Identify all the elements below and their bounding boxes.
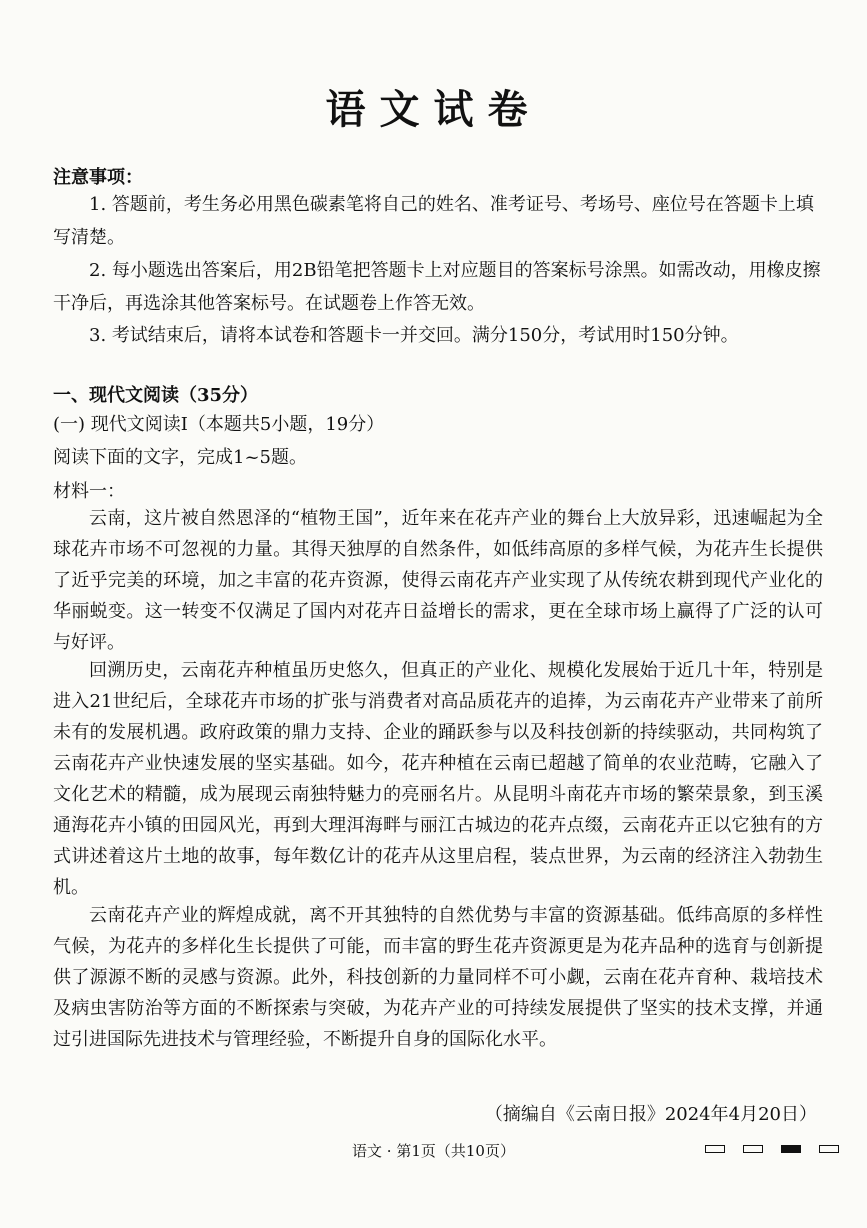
material-label: 材料一：: [53, 481, 125, 502]
paragraph-2: 回溯历史，云南花卉种植虽历史悠久，但真正的产业化、规模化发展始于近几十年，特别是进入21世纪后，全球花卉市场的扩张与消费者对高品质花卉的追捧，为云南花卉产业带来了前所未有的发展机遇。政府政策的鼎力支持、企业的踊跃参与以及科技创新的持续驱动，共同构筑了云南花卉产业快速发展的坚实基础。如今，花卉种植在云南已超越了简单的农业范畴，它融入了文化艺术的精髓，成为展现云南独特魅力的亮丽名片。从昆明斗南花卉市场的繁荣景象，到玉溪通海花卉小镇的田园风光，再到大理洱海畔与丽江古城边的花卉点缀，云南花卉正以它独有的方式讲述着这片土地的故事，每年数亿计的花卉从这里启程，装点世界，为云南的经济注入勃勃生机。: [53, 660, 823, 898]
source-citation: （摘编自《云南日报》2024年4月20日）: [484, 1104, 817, 1125]
notice-heading: 注意事项：: [53, 167, 143, 188]
registration-mark: [705, 1145, 725, 1153]
registration-mark-filled: [781, 1145, 801, 1153]
section-subheading: (一) 现代文阅读Ⅰ（本题共5小题，19分）: [53, 414, 385, 435]
section-heading: 一、现代文阅读（35分）: [53, 385, 259, 406]
paragraph-3: 云南花卉产业的辉煌成就，离不开其独特的自然优势与丰富的资源基础。低纬高原的多样性气候，为花卉的多样化生长提供了可能，而丰富的野生花卉资源更是为花卉品种的选育与创新提供了源源不断的灵感与资源。此外，科技创新的力量同样不可小觑，云南在花卉育种、栽培技术及病虫害防治等方面的不断探索与突破，为花卉产业的可持续发展提供了坚实的技术支撑，并通过引进国际先进技术与管理经验，不断提升自身的国际化水平。: [53, 905, 823, 1050]
paragraph-1: 云南，这片被自然恩泽的“植物王国”，近年来在花卉产业的舞台上大放异彩，迅速崛起为全球花卉市场不可忽视的力量。其得天独厚的自然条件，如低纬高原的多样气候，为花卉生长提供了近乎完美的环境，加之丰富的花卉资源，使得云南花卉产业实现了从传统农耕到现代产业化的华丽蜕变。这一转变不仅满足了国内对花卉日益增长的需求，更在全球市场上赢得了广泛的认可与好评。: [53, 508, 823, 653]
page-footer: 语文 · 第1页（共10页）: [352, 1142, 515, 1160]
notice-item-2: 2. 每小题选出答案后，用2B铅笔把答题卡上对应题目的答案标号涂黑。如需改动，用橡皮擦干净后，再选涂其他答案标号。在试题卷上作答无效。: [53, 260, 821, 314]
registration-marks: [705, 1145, 839, 1153]
page-title: 语文试卷: [325, 86, 542, 133]
registration-mark: [743, 1145, 763, 1153]
notice-item-3: 3. 考试结束后，请将本试卷和答题卡一并交回。满分150分，考试用时150分钟。: [89, 325, 739, 346]
section-instruction: 阅读下面的文字，完成1~5题。: [53, 447, 307, 468]
registration-mark: [819, 1145, 839, 1153]
notice-item-1: 1. 答题前，考生务必用黑色碳素笔将自己的姓名、准考证号、考场号、座位号在答题卡上填写清楚。: [53, 194, 814, 248]
